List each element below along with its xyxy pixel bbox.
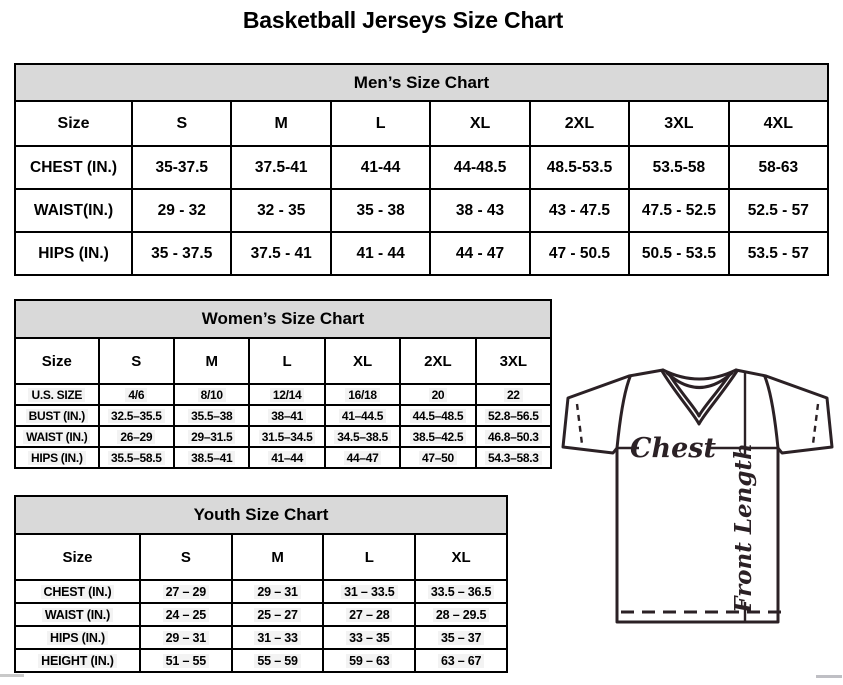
row-header	[15, 626, 140, 649]
page-title: Basketball Jerseys Size Chart	[242, 7, 564, 33]
left-armhole-seam	[617, 377, 630, 448]
table-cell	[476, 447, 551, 468]
table-cell	[400, 447, 475, 468]
table-cell: 47.5 - 52.5	[629, 189, 728, 232]
row-header: CHEST (IN.)	[15, 146, 132, 189]
jersey-diagram	[555, 360, 843, 680]
table-cell	[99, 384, 174, 405]
right-armhole-seam	[765, 377, 778, 448]
table-cell	[99, 447, 174, 468]
row-header	[15, 603, 140, 626]
row-header-text: WAIST (IN.)	[42, 608, 113, 622]
cell-text: 41–44.5	[339, 409, 386, 423]
cell-text: 41–44	[268, 451, 306, 465]
table-cell	[140, 603, 232, 626]
table-cell	[140, 580, 232, 603]
row-header-text: U.S. SIZE	[28, 388, 85, 402]
table-cell: 58-63	[729, 146, 828, 189]
col-header: S	[140, 534, 232, 580]
col-header: L	[323, 534, 415, 580]
bottom-left-edge-artifact	[0, 674, 24, 677]
row-header: HIPS (IN.)	[15, 232, 132, 275]
cell-text: 33 – 35	[346, 631, 392, 645]
table-cell: 35 - 38	[331, 189, 430, 232]
col-header: M	[174, 338, 249, 384]
table-cell: 44 - 47	[430, 232, 529, 275]
table-row	[15, 426, 551, 447]
table-cell	[174, 426, 249, 447]
table-row	[15, 384, 551, 405]
cell-text: 29 – 31	[163, 631, 209, 645]
cell-text: 26–29	[117, 430, 155, 444]
mens-table-title: Men’s Size Chart	[15, 64, 828, 101]
col-header: XL	[430, 101, 529, 146]
cell-text: 35 – 37	[438, 631, 484, 645]
row-header	[15, 426, 99, 447]
table-cell: 37.5 - 41	[231, 232, 330, 275]
table-cell: 29 - 32	[132, 189, 231, 232]
table-row	[15, 626, 507, 649]
cell-text: 38–41	[268, 409, 306, 423]
table-cell: 47 - 50.5	[530, 232, 629, 275]
table-cell	[415, 580, 507, 603]
table-row	[15, 580, 507, 603]
cell-text: 33.5 – 36.5	[428, 585, 494, 599]
table-cell: 37.5-41	[231, 146, 330, 189]
row-header	[15, 384, 99, 405]
bottom-right-edge-artifact	[816, 675, 842, 678]
row-header-text: HIPS (IN.)	[47, 631, 108, 645]
table-header-row	[15, 534, 507, 580]
col-header: 3XL	[629, 101, 728, 146]
table-cell	[232, 603, 324, 626]
table-row	[15, 232, 828, 275]
table-row	[15, 649, 507, 672]
table-cell	[249, 426, 324, 447]
table-cell: 50.5 - 53.5	[629, 232, 728, 275]
row-header	[15, 580, 140, 603]
cell-text: 31 – 33	[254, 631, 300, 645]
table-cell: 35-37.5	[132, 146, 231, 189]
table-cell	[415, 626, 507, 649]
table-cell	[140, 649, 232, 672]
col-header: L	[331, 101, 430, 146]
womens-size-table	[14, 299, 552, 469]
table-cell: 41 - 44	[331, 232, 430, 275]
table-cell	[325, 384, 400, 405]
row-header-text: HIPS (IN.)	[28, 451, 86, 465]
table-cell: 38 - 43	[430, 189, 529, 232]
cell-text: 29–31.5	[188, 430, 235, 444]
cell-text: 35.5–38	[188, 409, 235, 423]
col-header: S	[99, 338, 174, 384]
cell-text: 28 – 29.5	[433, 608, 489, 622]
table-cell	[325, 447, 400, 468]
table-cell	[400, 426, 475, 447]
table-cell	[400, 384, 475, 405]
col-header: 2XL	[400, 338, 475, 384]
table-cell	[174, 384, 249, 405]
col-header: XL	[415, 534, 507, 580]
row-header-text: CHEST (IN.)	[41, 585, 115, 599]
col-header: S	[132, 101, 231, 146]
table-cell: 32 - 35	[231, 189, 330, 232]
cell-text: 54.3–58.3	[485, 451, 542, 465]
row-header-text: HEIGHT (IN.)	[38, 654, 117, 668]
cell-text: 46.8–50.3	[485, 430, 542, 444]
cell-text: 4/6	[125, 388, 147, 402]
row-header-text: WAIST (IN.)	[23, 430, 90, 444]
row-header	[15, 649, 140, 672]
table-row	[15, 189, 828, 232]
row-header-text: BUST (IN.)	[26, 409, 88, 423]
cell-text: 34.5–38.5	[334, 430, 391, 444]
table-cell: 52.5 - 57	[729, 189, 828, 232]
table-header-row	[15, 101, 828, 146]
table-header-row	[15, 338, 551, 384]
table-cell	[99, 405, 174, 426]
cell-text: 44–47	[344, 451, 382, 465]
table-cell	[325, 405, 400, 426]
table-cell: 53.5-58	[629, 146, 728, 189]
col-header: M	[232, 534, 324, 580]
table-cell	[415, 603, 507, 626]
table-cell: 53.5 - 57	[729, 232, 828, 275]
cell-text: 44.5–48.5	[410, 409, 467, 423]
table-title-row	[15, 496, 507, 534]
jersey-outline	[563, 370, 832, 622]
table-cell	[174, 405, 249, 426]
table-cell	[476, 405, 551, 426]
row-header	[15, 447, 99, 468]
table-cell	[232, 649, 324, 672]
cell-text: 55 – 59	[254, 654, 300, 668]
table-cell	[140, 626, 232, 649]
cell-text: 63 – 67	[438, 654, 484, 668]
cell-text: 24 – 25	[163, 608, 209, 622]
table-cell	[476, 384, 551, 405]
cell-text: 22	[504, 388, 523, 402]
left-sleeve-stitch-dashes	[577, 404, 582, 444]
right-sleeve-stitch-dashes	[813, 404, 818, 444]
table-title-row	[15, 64, 828, 101]
cell-text: 38.5–41	[188, 451, 235, 465]
table-cell	[400, 405, 475, 426]
table-cell: 41-44	[331, 146, 430, 189]
cell-text: 35.5–58.5	[108, 451, 165, 465]
table-cell	[476, 426, 551, 447]
col-header: Size	[15, 338, 99, 384]
table-row	[15, 603, 507, 626]
cell-text: 29 – 31	[254, 585, 300, 599]
table-title-row	[15, 300, 551, 338]
cell-text: 38.5–42.5	[410, 430, 467, 444]
table-cell	[249, 384, 324, 405]
table-cell	[249, 405, 324, 426]
col-header: M	[231, 101, 330, 146]
table-cell	[232, 626, 324, 649]
cell-text: 31 – 33.5	[341, 585, 397, 599]
col-header: Size	[15, 534, 140, 580]
cell-text: 59 – 63	[346, 654, 392, 668]
cell-text: 47–50	[419, 451, 457, 465]
table-cell	[99, 426, 174, 447]
table-cell	[415, 649, 507, 672]
row-header	[15, 405, 99, 426]
youth-size-table	[14, 495, 508, 673]
cell-text: 27 – 28	[346, 608, 392, 622]
cell-text: 51 – 55	[163, 654, 209, 668]
womens-table-title: Women’s Size Chart	[15, 300, 551, 338]
col-header: XL	[325, 338, 400, 384]
table-cell	[323, 580, 415, 603]
cell-text: 32.5–35.5	[108, 409, 165, 423]
table-cell	[323, 626, 415, 649]
row-header: WAIST(IN.)	[15, 189, 132, 232]
col-header: Size	[15, 101, 132, 146]
table-cell	[249, 447, 324, 468]
table-cell	[174, 447, 249, 468]
cell-text: 27 – 29	[163, 585, 209, 599]
table-cell	[323, 603, 415, 626]
table-cell: 35 - 37.5	[132, 232, 231, 275]
col-header: 4XL	[729, 101, 828, 146]
col-header: 2XL	[530, 101, 629, 146]
table-cell	[323, 649, 415, 672]
table-row	[15, 146, 828, 189]
table-row	[15, 447, 551, 468]
table-cell	[232, 580, 324, 603]
table-cell: 43 - 47.5	[530, 189, 629, 232]
cell-text: 20	[429, 388, 448, 402]
mens-size-table	[14, 63, 829, 276]
chest-label: Chest	[630, 433, 716, 464]
table-row	[15, 405, 551, 426]
cell-text: 31.5–34.5	[259, 430, 316, 444]
col-header: L	[249, 338, 324, 384]
youth-table-title: Youth Size Chart	[15, 496, 507, 534]
front-length-label: Front Length	[730, 443, 757, 613]
cell-text: 8/10	[198, 388, 226, 402]
col-header: 3XL	[476, 338, 551, 384]
table-cell: 48.5-53.5	[530, 146, 629, 189]
table-cell	[325, 426, 400, 447]
cell-text: 25 – 27	[254, 608, 300, 622]
table-cell: 44-48.5	[430, 146, 529, 189]
cell-text: 12/14	[270, 388, 305, 402]
cell-text: 52.8–56.5	[485, 409, 542, 423]
cell-text: 16/18	[345, 388, 380, 402]
